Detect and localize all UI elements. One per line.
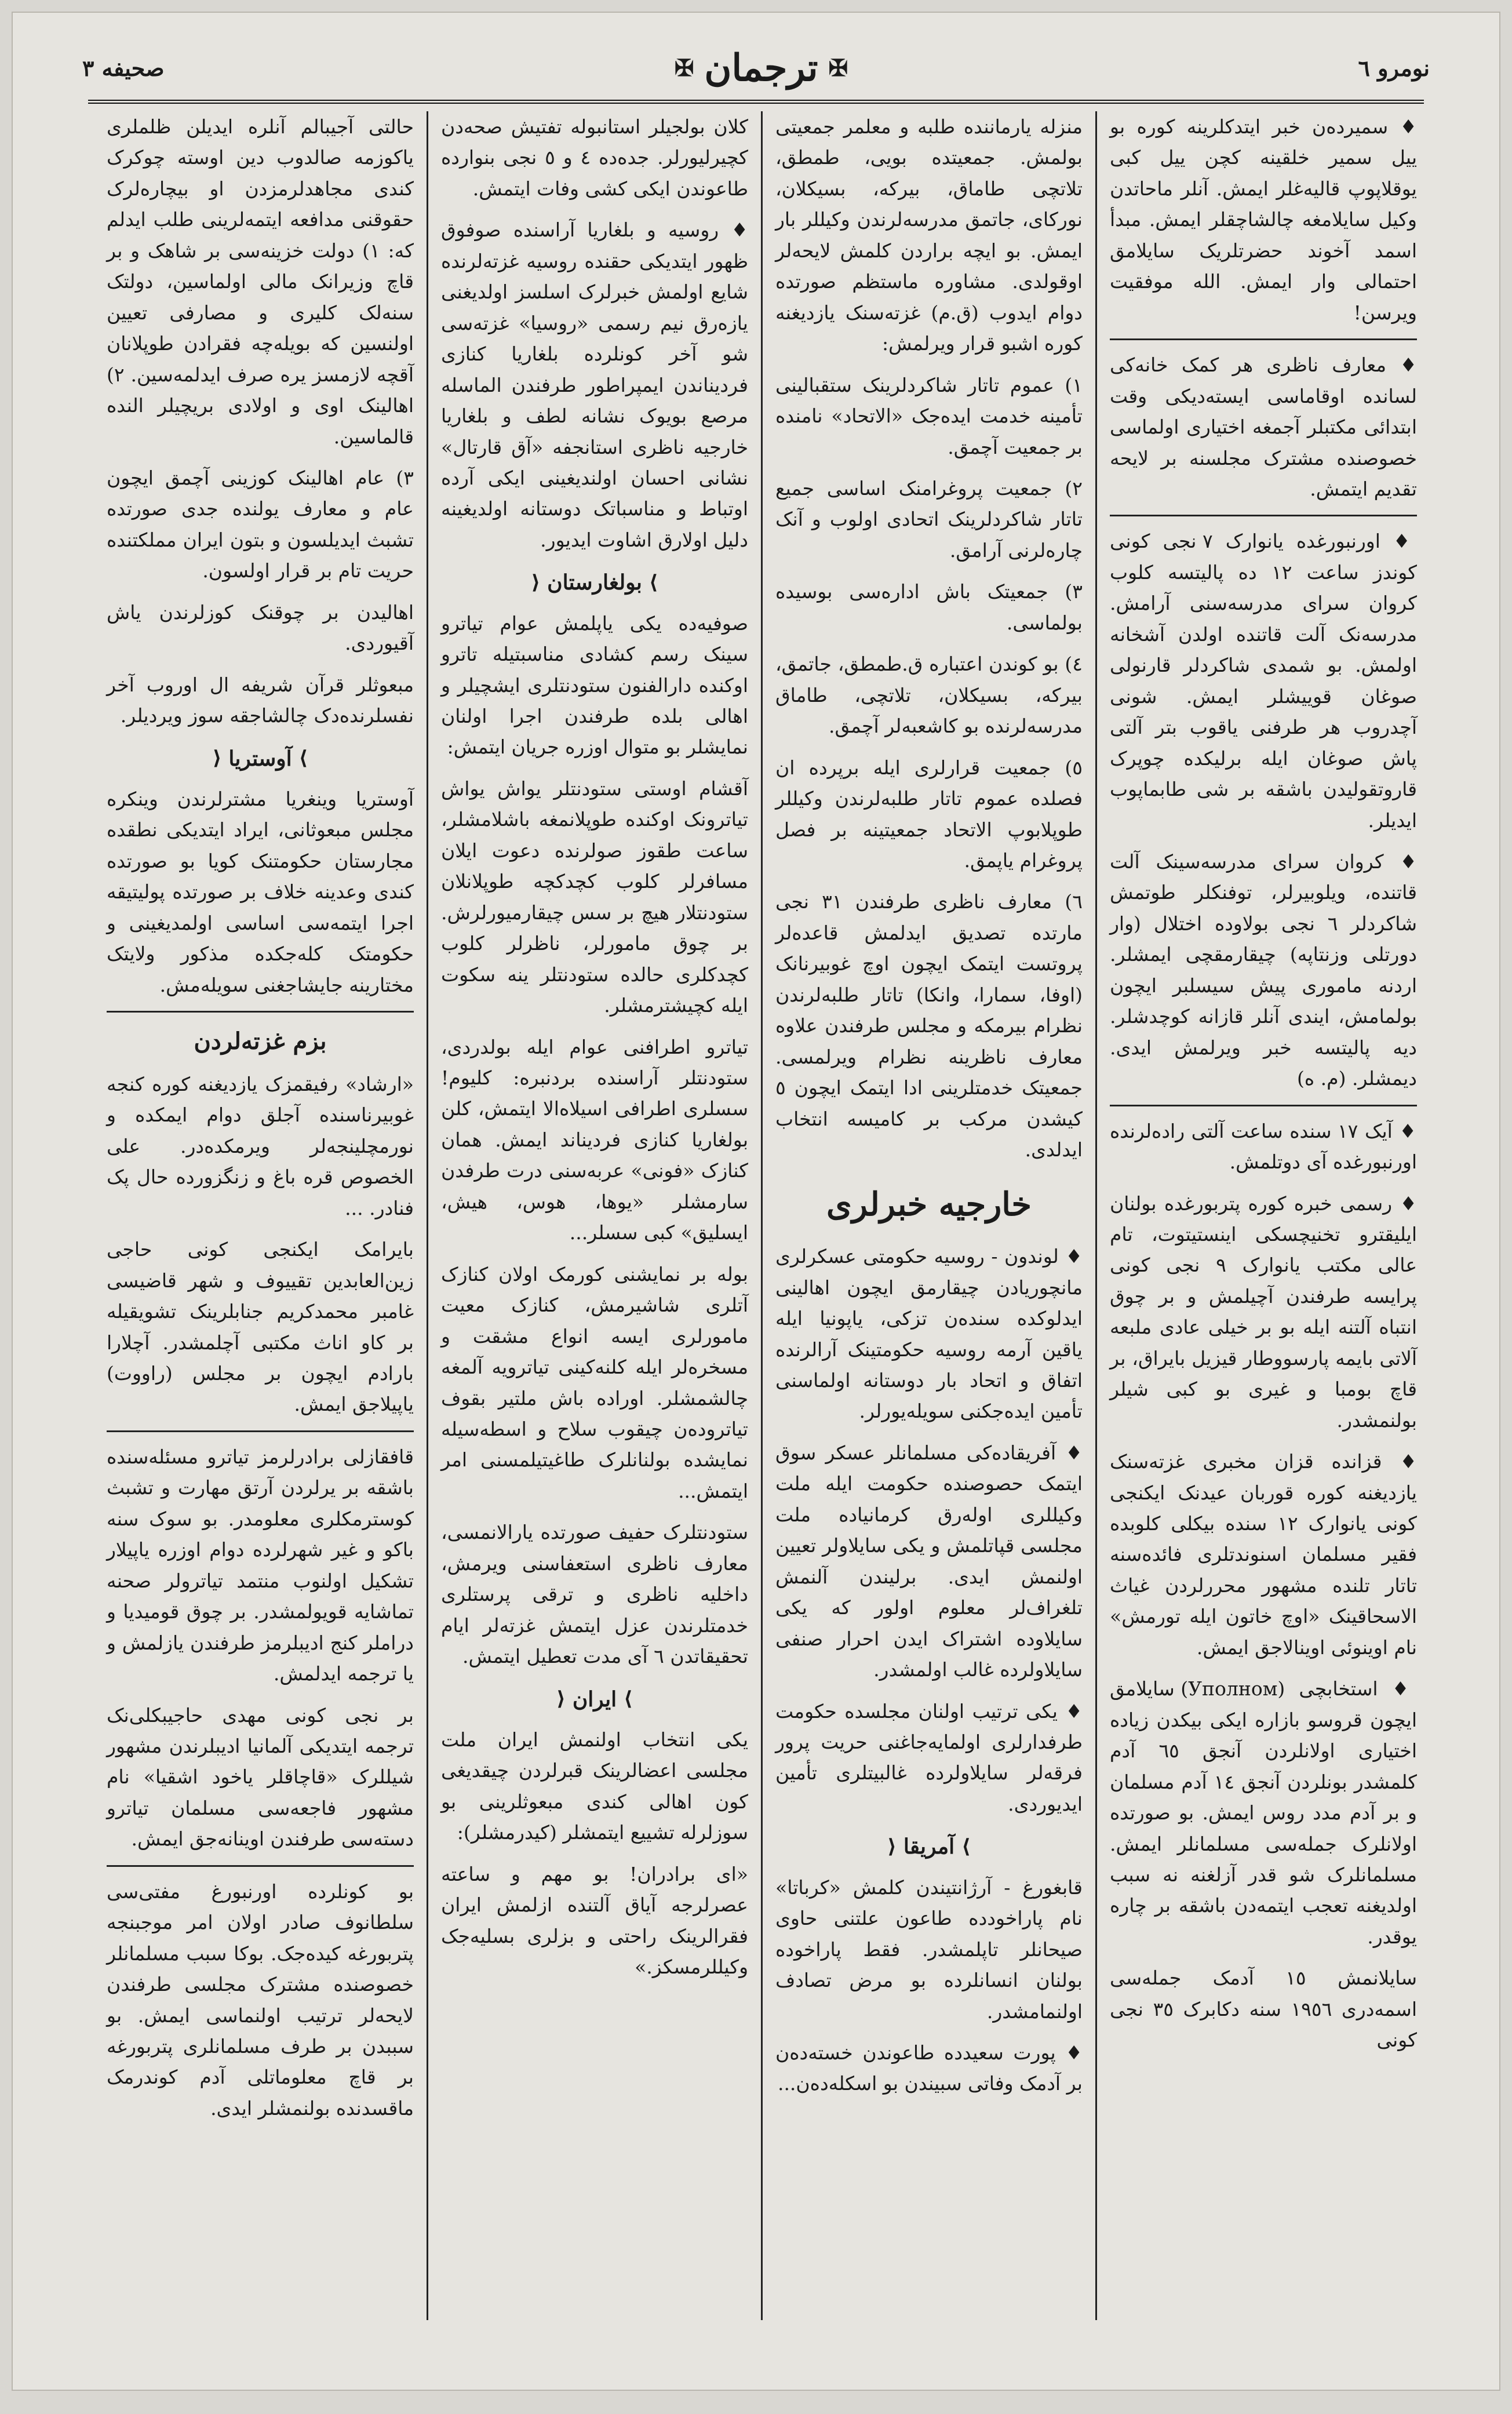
news-paragraph: ♦ سمیرده‌ن خبر ایتدکلرینه کوره بو ییل سمیر خلقینه کچن ییل کبی یوقلاپوپ قالیه‌غلر ایمش. آنلر ماحاتدن وکیل سایلامغه چالشاچقلر ایمش. مبدأ اسمد آخوند حضرتلریک سایلامق احتمالی وار ایمش. الله موفقیت ویرسن! <box>1110 115 1417 324</box>
news-paragraph: ٥) جمعیت قرارلری ایله برپرده ان فصلده عموم تاتار طلبه‌لرندن وکیللر طوپلابوپ الاتحاد جمعیتینه بر فصل پروغرام یاپمق. <box>775 756 1083 872</box>
news-paragraph: منزله یارماننده طلبه و معلمر جمعیتی بولمش. جمعیتده بویی، طمطق، تلاتچی طاماق، بیرکه، بسیکلان، نورکای، جاتمق مدرسه‌لرندن وکیللر بار ایمش. بو ایچه براردن کلمش لایحه‌لر اوقولدی. مشاوره ماستظم صورتده دوام ایدوب (ق.م) غزته‌سنک یازدیغنه کوره اشبو قرار ویرلمش: <box>775 115 1083 355</box>
column-1 <box>1095 111 1430 2320</box>
newspaper-page <box>12 12 1500 2391</box>
news-paragraph: «ای برادران! بو مهم و ساعته عصرلرجه آیاق آلتنده ازلمش ایران فقرالرینک راحتی و بزلری بسلیه‌جک وکیللرمسکز.» <box>441 1862 748 1979</box>
news-paragraph: ♦ قزانده قزان مخبری غزته‌سنک یازدیغنه کوره قوربان عیدنک ایکنجی کونی یانوارک ١٢ سنده بیکلی کلوبده فقیر مسلمان اسنوندتلری فائده‌سنه تاتار تلنده مشهور محررلردن غیاث الاسحاقینک «اوچ خاتون ایله تورمش» نام اوینوئی اوینالاجق ایمش. <box>1110 1450 1417 1659</box>
page-header <box>82 36 1430 100</box>
news-paragraph: ♦ اورنبورغده یانوارک ٧ نجی کونی کوندز ساعت ١٢ ده پالیتسه کلوب کروان سرای مدرسه‌سنی آرامش. مدرسه‌نک آلت قاتنده اولدن آشخانه اولمش. بو شمدی شاکردلر قارنولی صوغان قوییشلر ایمش. شونی آچدروب هر طرفنی یاقوب بتر آلتی پاش صوغان ایله برلیکده چوپرک قاروتقولیدن باشقه بر شی طابماپوب ایدیلر. <box>1110 530 1418 832</box>
news-paragraph: ♦ آیک ١٧ سنده ساعت آلتی راده‌لرنده اورنبورغده آی دوتلمش. <box>1110 1119 1417 1174</box>
news-paragraph: بر نجی کونی مهدی حاجیبکلی‌نک ترجمه ایتدیکی آلمانیا ادیبلرندن مشهور شیللرک «قاچاقلر یاخود اشقیا» نام مشهور فاجعه‌سی مسلمان تیاترو دسته‌سی طرفندن اوینانه‌جق ایمش. <box>107 1703 414 1851</box>
news-paragraph: ٣) عام اهالینک کوزینی آچمق ایچون عام و معارف یولنده جدی صورتده تشبث ایدیلسون و بتون ایران مملکتنده حریت تام بر قرار اولسون. <box>107 466 414 582</box>
news-paragraph: ستودنتلرک حفیف صورتده یارالانمسی، معارف ناظری استعفاسنی ویرمش، داخلیه ناظری و ترقی پرستلری خدمتلرندن عزل ایتمش غزته‌لر ایام تحقیقاتدن ٦ آی مدت تعطیل ایتمش. <box>441 1521 748 1668</box>
column-4 <box>94 111 427 2320</box>
section-heading-america: ⟩ آمریقا ⟨ <box>887 1834 971 1859</box>
ornament-icon: ✠ <box>828 54 848 82</box>
section-headline-foreign-news: خارجیه خبرلری <box>826 1185 1032 1224</box>
news-paragraph: قافقازلی برادرلرمز تیاترو مسئله‌سنده باشقه بر یرلردن آرتق مهارت و تشبث کوسترمکلری معلومدر. بو سوک سنه باکو و غیر شهرلرده دوام اوزره یاپیلار تشکیل اولنوب منتمد تیاترولر صحنه تماشایه قویولمشدر. بر چوق قومیدیا و دراملر کنج ادیبلرمز طرفندن یازلمش و یا ترجمه ایدلمش. <box>107 1445 414 1685</box>
news-paragraph: اهالیدن بر چوقنک کوزلرندن یاش آقیوردی. <box>107 600 414 655</box>
columns-container <box>94 111 1430 2320</box>
news-paragraph: ٦) معارف ناظری طرفندن ٣١ نجی مارتده تصدیق ایدلمش قاعده‌لر پروتست ایتمک ایچون اوچ غوبیرنانک (اوفا، سمارا، وانکا) تاتار طلبه‌لرندن نظرام بیرمکه و مجلس طرفندن علاوه معارف ناظرینه نظرام ویرلمسی. جمعیتک خدمتلرینی ادا ایتمک ایچون ٥ کیشدن مرکب بر کامیسه انتخاب ایدلدی. <box>775 890 1083 1162</box>
news-paragraph: ♦ روسیه و بلغاریا آراسنده صوفوق ظهور ایتدیکی حقنده روسیه غزته‌لرنده شایع اولمش خبرلرک اسلسز اولدیغنی یازه‌رق نیم رسمی «روسیا» غزته‌سی شو آخر کونلرده بلغاریا کنازی فردیناندن ایمپراطور طرفندن الماسله مرصع بویوک نشانه لطف و بلغاریا خارجیه ناظری استانجفه «آق قارتال» نشانی احسان اولندیغینی ایکی آرده اوتباط و مناسباتک دوستانه اولدیغینه دلیل اولارق اشاوت ایدیور. <box>441 219 748 551</box>
section-heading-austria: ⟩ آوستریا ⟨ <box>212 746 308 771</box>
column-3 <box>427 111 761 2320</box>
header-rule <box>88 100 1424 104</box>
news-paragraph: ♦ رسمی خبره کوره پتربورغده بولنان ایلیقترو تخنیچسکی اینستیتوت، تام عالی مکتب یانوارک ٩ نجی کونی پرایسه طرفندن آچیلمش و بر چوق انتباه آلتنه ایله بو بر خیلی عادی ملبعه آلاتی بایمه پارسووطار قیزیل بایراق، بر قاچ بومبا و غیری بو کبی شیلر بولنمشدر. <box>1110 1192 1418 1432</box>
news-paragraph: ♦ لوندون - روسیه حکومتی عسکرلری مانچوریادن چیقارمق ایچون اهالینی ایدلوکده سنده‌ن تزکی، یاپونیا ایله یاقین آرمه روسیه حکومتینک آرالرنده اتفاق و اتحاد بار دوستانه اولماسنی تأمین ایده‌جکنی سویله‌یورلر. <box>775 1245 1083 1423</box>
news-paragraph: ♦ پورت سعیدده طاعوندن خسته‌ده‌ن بر آدمک وفاتی سبیندن بو اسکله‌ده‌ن... <box>775 2041 1083 2095</box>
news-paragraph: ♦ یکی ترتیب اولنان مجلسده حکومت طرفدارلری اولمایه‌جاغنی حریت پرور فرقه‌لر سایلاولرده غالبیتلری تأمین ایدیوردی. <box>775 1699 1083 1815</box>
news-paragraph: بایرامک ایکنجی کونی حاجی زین‌العابدین تقییوف و شهر قاضیسی غامبر محمدکریم جنابلرینک تشویقیله بر کاو اناث مکتبی آچلمشدر. آچلارا بارادم ایچون بر مجلس (راووت) یاپیلاجق ایمش. <box>107 1238 414 1416</box>
column-2 <box>761 111 1095 2320</box>
news-paragraph: بو کونلرده اورنبورغ مفتی‌سی سلطانوف صادر اولان امر موجبنجه پتربورغه کیده‌جک. بوکا سبب مسلمانلر خصوصنده مشترک مجلسی طرفندن لایحه‌لر ترتیب اولنماسی ایمش. بو سببدن بر طرف مسلمانلری پتربورغه بر قاچ معلوماتلی آدم کوندرمک ماقسدنده بولنمشلر ایدی. <box>107 1880 414 2120</box>
divider <box>107 1011 414 1013</box>
section-heading-iran: ⟩ ایران ⟨ <box>556 1687 633 1712</box>
divider <box>1110 1105 1417 1106</box>
news-paragraph: آوستریا وینغریا مشترلرندن وینکره مجلس مبعوثانی، ایراد ایتدیکی نطقده مجارستان حکومتنک کویا بو صورتده کندی وعدینه خلاف بر صورتده پولیتیقه اجرا ایتمه‌سی اساسی اولمدیغینی و حکومتک کله‌جکده مذکور ولایتک مختارینه جایشاجغنی سویله‌مش. <box>107 787 414 996</box>
ornament-icon: ✠ <box>674 54 694 82</box>
news-paragraph: مبعوثلر قرآن شریفه ال اوروب آخر نفسلرنده‌دک چالشاجقه سوز ویردیلر. <box>107 673 414 727</box>
news-paragraph: کلان بولجیلر استانبوله تفتیش صحه‌دن کچیرلیورلر. جده‌ده ٤ و ٥ نجی بنوارده طاعوندن ایکی کشی وفات ایتمش. <box>441 115 748 200</box>
news-paragraph: ٢) جمعیت پروغرامنک اساسی جمیع تاتار شاکردلرینک اتحادی اولوب و آنک چاره‌لرنی آرامق. <box>775 476 1083 562</box>
divider <box>107 1430 414 1432</box>
newspaper-title: ترجمان <box>704 46 818 90</box>
news-paragraph: ٤) بو کوندن اعتباره ق.طمطق، جاتمق، بیرکه، بسیکلان، تلاتچی، طاماق مدرسه‌لرنده بو کاشعبه‌لر آچمق. <box>775 653 1083 738</box>
divider <box>1110 338 1417 340</box>
news-paragraph: ٣) جمعیتک باش اداره‌سی بوسیده بولماسی. <box>775 580 1083 634</box>
section-heading-our-gazettes: بزم غزته‌لردن <box>194 1028 327 1055</box>
news-paragraph: ♦ استخابچی (Уполном) سایلامق ایچون قروسو بازاره ایکی بیکدن زیاده اختیاری اولانلردن آنجق ٦٥ آدم کلمشدر بونلردن آنجق ١٤ آدم مسلمان و بر آدم مدد روس ایمش. بو صورتده اولانلرک جمله‌سی مسلمانلر ایمش. مسلمانلرک شو قدر آزلغنه نه سبب اولدیغنه تعجب ایتمه‌دن باشقه بر چاره یوقدر. <box>1110 1677 1417 1948</box>
news-paragraph: «ارشاد» رفیقمزک یازدیغنه کوره کنجه غوبیرناسنده آجلق دوام ایمکده و نورمچلینجه‌لر ویرمکده‌در. علی الخصوص قره باغ و زنگزورده حال پک فنادر. ... <box>107 1072 414 1219</box>
news-paragraph: قابغورغ - آرژانتیندن کلمش «کرباتا» نام پاراخودده طاعون علتنی حاوی صیحانلر تاپلمشدر. فقط پاراخوده بولنان انسانلرده بو مرض تصادف اولنمامشدر. <box>775 1876 1083 2023</box>
issue-number: نومرو ٦ <box>1358 54 1430 81</box>
section-heading-bulgaria: ⟩ بولغارستان ⟨ <box>531 570 658 595</box>
news-paragraph: ١) عموم تاتار شاکردلرینک ستقبالینی تأمینه خدمت ایده‌جک «الاتحاد» نامنده بر جمعیت آچمق. <box>775 373 1083 458</box>
news-paragraph: سایلانمش ١٥ آدمک جمله‌سی اسمه‌دری ١٩٥٦ سنه دکابرک ٣٥ نجی کونی <box>1110 1967 1418 2052</box>
divider <box>1110 515 1417 516</box>
news-paragraph: تیاترو اطرافنی عوام ایله بولدردی، ستودنتلر آراسنده بردنبره: کلیوم! سسلری اطرافی اسیلاه‌الا ایتمش، کلن بولغاریا کنازی فردیناند ایمش. همان کنازک «فونی» عربه‌سنی درت طرفدن سارمشلر «یوها، هوس، هیش، ایسلیق» کبی سسلر... <box>441 1035 748 1244</box>
news-paragraph: حالتی آجیبالم آنلره ایدیلن ظلملری یاکوزمه صالدوب دین اوسته چوکرک کندی مجاهدلرمزدن او بیچاره‌لرک حقوقنی مدافعه ایتمه‌لرینی طلب ایدلم که: ١) دولت خزینه‌سی بر شاهک و بر قاچ وزیرانک مالی اولماسین، دولتک سنه‌لک کلیری و مصارفی تعیین اولنسین که بویله‌چه فقرادن طوپلانان آقچه لازمسز یره صرف ایدلمه‌سین. ٢) اهالینک اوی و اولادی بریچیلر النده قالماسین. <box>107 115 414 448</box>
page-number: صحیفه ٣ <box>82 54 165 81</box>
news-paragraph: ♦ آفریقاده‌کی مسلمانلر عسکر سوق ایتمک حصوصنده حکومت ایله ملت وکیللری اوله‌رق کرمانیاده ملت مجلسی قپاتلمش و یکی سایلاولر تعیین اولنمش ایدی. برلیندن آلنمش تلغراف‌لر معلوم اولور که یکی سایلاوده اشتراک ایدن احرار صنفی سایلاولرده غالب اولمشدر. <box>775 1441 1083 1681</box>
divider <box>107 1865 414 1867</box>
news-paragraph: ♦ کروان سرای مدرسه‌سینک آلت قاتنده، ویلوبیرلر، توفنکلر طوتمش شاکردلر ٦ نجی بولاوده اختلال (وار دورتلی وزنتاپه) چیقارمقچی ایمشلر. اردنه ماموری پیش سیسلبر ایچون بولمامش، ایندی آنلر قازانه کوچدشلر. دیه پالیتسه خبر ویرلمش ایدی. دیمشلر. (م. ه) <box>1110 850 1417 1090</box>
news-paragraph: ♦ معارف ناظری هر کمک خانه‌کی لسانده اوقاماسی ایسته‌دیکی وقت ابتدائی مکتبلر آجمغه اختیاری اولماسی خصوصنده مشترک مجلسنه بر لایحه تقدیم ایتمش. <box>1110 354 1417 500</box>
masthead <box>675 46 848 90</box>
news-paragraph: صوفیه‌ده یکی یاپلمش عوام تیاترو سینک رسم کشادی مناسبتیله تاترو اوکنده دارالفنون ستودنتلری ایشچیلر و اهالی بلده طرفندن اجرا اولنان نمایشلر بو متوال اوزره جریان ایتمش: <box>441 611 748 759</box>
news-paragraph: آقشام اوستی ستودنتلر یواش یواش تیاترونک اوکنده طوپلانمغه باشلامشلر، ساعت طقوز صولرنده دعوت ایلان مسافرلر کلوب کچدکچه طوپلانلان ستودنتلار هیچ بر سس چیقارمیورلرش. بر چوق مامورلر، ناظرلر کلوب کچدکلری حالده ستودنتلر ینه سکوت ایله کچیشترمشلر. <box>441 777 748 1017</box>
news-paragraph: بوله بر نمایشنی کورمک اولان کنازک آتلری شاشیرمش، کنازک معیت مامورلری ایسه انواع مشقت و مسخره‌لر ایله کلنه‌کینی تیاترویه آلمغه چالشمشلر. اوراده باش ملتیر بقوف تیاتروده‌ن چیقوب سلاح و اسطه‌سیله نمایشده بولنانلرک طاغیتیلمسنی امر ایتمش... <box>441 1262 748 1502</box>
news-paragraph: یکی انتخاب اولنمش ایران ملت مجلسی اعضالرینک قبرلردن چیقدیغی کون اهالی کندی مبعوثلرینی بو سوزلرله تشییع ایتمشلر (کیدرمشلر): <box>441 1728 748 1844</box>
